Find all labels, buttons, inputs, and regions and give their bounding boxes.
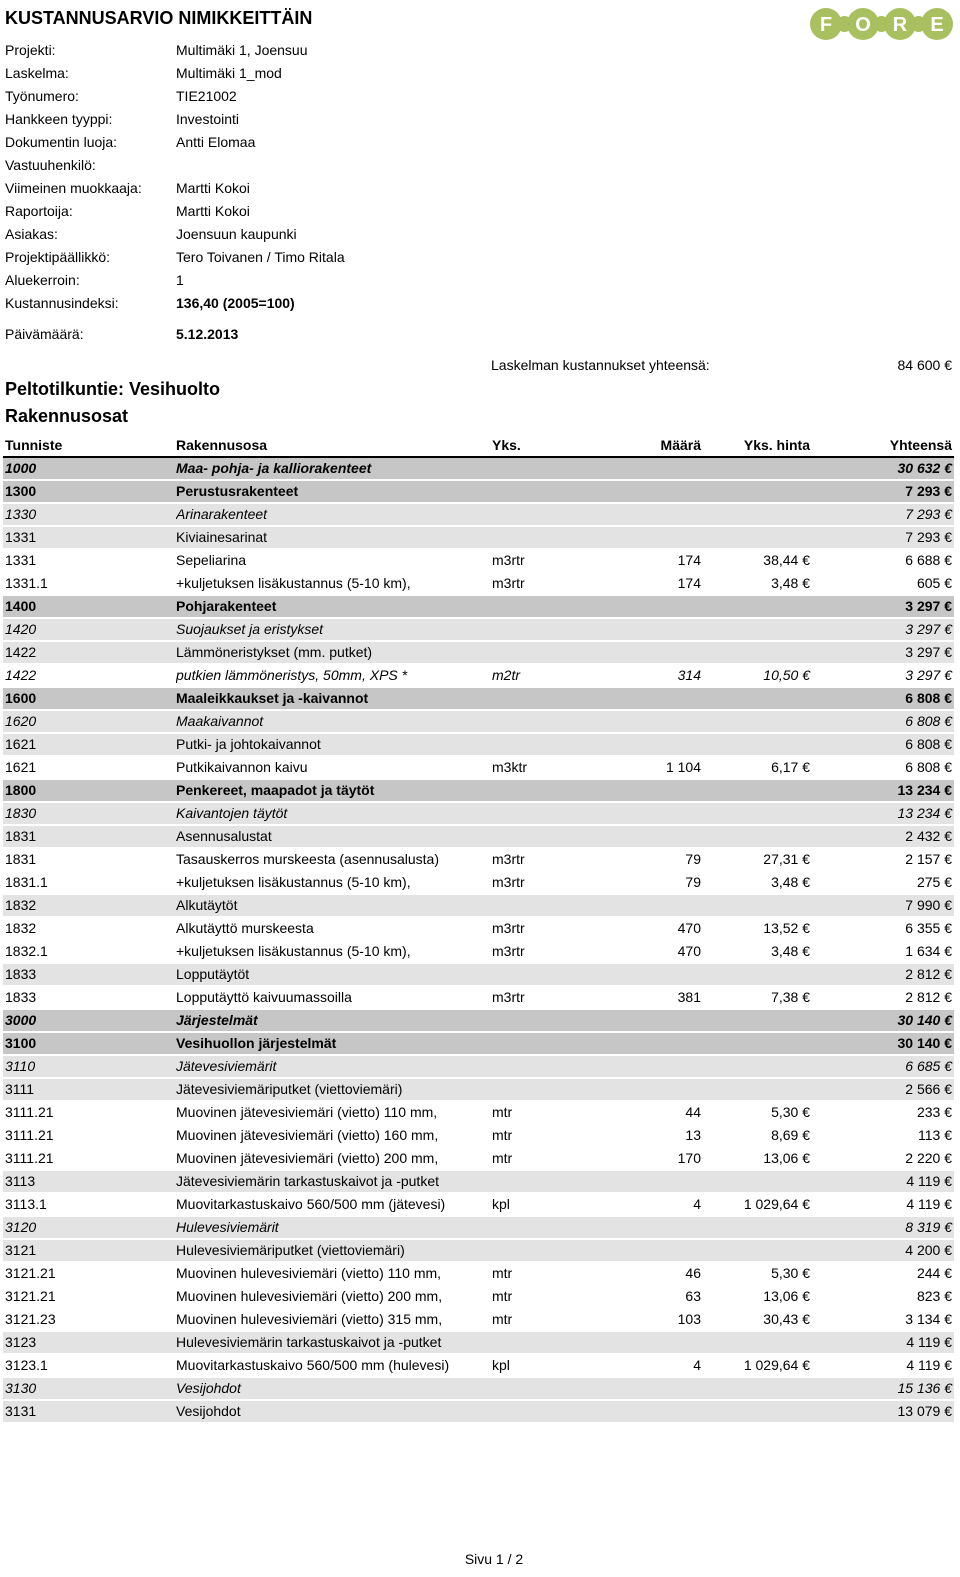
cell-name: Alkutäytöt xyxy=(176,897,238,913)
table-row xyxy=(3,665,954,688)
cost-summary-value: 84 600 € xyxy=(897,357,952,373)
cell-code: 1800 xyxy=(5,782,37,798)
cell-code: 1331.1 xyxy=(5,575,48,591)
table-row xyxy=(3,504,954,527)
cell-price: 13,06 € xyxy=(763,1150,810,1166)
table-row xyxy=(3,803,954,826)
cell-name: Putki- ja johtokaivannot xyxy=(176,736,321,752)
cell-total: 2 812 € xyxy=(905,966,952,982)
cell-total: 2 432 € xyxy=(905,828,952,844)
table-row xyxy=(3,964,954,987)
cell-name: Muovinen jätevesiviemäri (vietto) 110 mm, xyxy=(176,1104,438,1120)
meta-value: 5.12.2013 xyxy=(176,326,239,342)
cell-code: 3111.21 xyxy=(5,1104,54,1120)
cell-unit: mtr xyxy=(492,1265,513,1281)
meta-value: Antti Elomaa xyxy=(176,134,256,150)
cell-total: 275 € xyxy=(916,874,952,890)
cell-code: 1422 xyxy=(5,667,37,683)
table-row xyxy=(3,1332,954,1355)
cell-code: 1831 xyxy=(5,851,37,867)
cell-total: 6 808 € xyxy=(905,690,952,706)
cell-code: 1620 xyxy=(5,713,37,729)
cell-code: 1000 xyxy=(5,460,37,476)
table-row xyxy=(3,458,954,481)
meta-key: Päivämäärä: xyxy=(5,326,84,342)
cell-name: Hulevesiviemärin tarkastuskaivot ja -putket xyxy=(176,1334,442,1350)
cell-price: 3,48 € xyxy=(771,943,810,959)
cell-code: 3000 xyxy=(5,1012,37,1028)
table-row xyxy=(3,941,954,964)
cell-code: 3123 xyxy=(5,1334,37,1350)
cost-summary-label: Laskelman kustannukset yhteensä: xyxy=(491,357,710,373)
logo-letter: F xyxy=(819,14,833,36)
cell-total: 7 293 € xyxy=(905,506,952,522)
cell-code: 1330 xyxy=(5,506,37,522)
table-row xyxy=(3,711,954,734)
table-row xyxy=(3,780,954,803)
meta-value: Investointi xyxy=(176,111,240,127)
meta-key: Vastuuhenkilö: xyxy=(5,157,96,173)
cell-total: 13 234 € xyxy=(897,782,952,798)
cost-summary xyxy=(491,354,952,376)
cell-price: 30,43 € xyxy=(763,1311,810,1327)
cell-code: 1832 xyxy=(5,920,37,936)
cell-total: 7 990 € xyxy=(905,897,952,913)
fore-logo xyxy=(808,6,956,42)
cell-price: 3,48 € xyxy=(771,575,810,591)
subsection-title: Rakennusosat xyxy=(5,406,129,426)
cell-total: 2 157 € xyxy=(905,851,952,867)
column-header-qty: Määrä xyxy=(660,437,701,453)
table-row xyxy=(3,872,954,895)
cell-price: 10,50 € xyxy=(763,667,810,683)
cell-unit: mtr xyxy=(492,1127,513,1143)
cell-total: 6 355 € xyxy=(905,920,952,936)
cell-total: 605 € xyxy=(916,575,952,591)
cell-code: 1833 xyxy=(5,989,37,1005)
column-header-price: Yks. hinta xyxy=(743,437,810,453)
cell-code: 3121.23 xyxy=(5,1311,56,1327)
table-row xyxy=(3,1217,954,1240)
cell-code: 1331 xyxy=(5,552,37,568)
page-number: Sivu 1 / 2 xyxy=(464,1551,524,1567)
meta-value: Martti Kokoi xyxy=(176,180,250,196)
cell-code: 3111 xyxy=(5,1081,35,1097)
cell-total: 4 119 € xyxy=(906,1196,952,1212)
cell-qty: 1 104 xyxy=(665,759,701,775)
cell-qty: 46 xyxy=(685,1265,701,1281)
cell-code: 3100 xyxy=(5,1035,37,1051)
cell-qty: 4 xyxy=(693,1196,701,1212)
cell-total: 3 297 € xyxy=(905,667,952,683)
meta-key: Asiakas: xyxy=(5,226,58,242)
cell-code: 3130 xyxy=(5,1380,37,1396)
table-row xyxy=(3,1240,954,1263)
cell-qty: 314 xyxy=(677,667,701,683)
cell-name: Hulevesiviemärit xyxy=(176,1219,279,1235)
cell-code: 1621 xyxy=(5,736,37,752)
table-row xyxy=(3,1378,954,1401)
cell-unit: mtr xyxy=(492,1311,513,1327)
meta-key: Dokumentin luoja: xyxy=(5,134,118,150)
cell-unit: m3rtr xyxy=(492,851,525,867)
cell-code: 3111.21 xyxy=(5,1127,54,1143)
cell-name: Suojaukset ja eristykset xyxy=(176,621,324,637)
cell-total: 13 234 € xyxy=(897,805,952,821)
table-row xyxy=(3,619,954,642)
table-body xyxy=(3,458,954,1424)
cell-name: Muovinen jätevesiviemäri (vietto) 160 mm, xyxy=(176,1127,439,1143)
cell-name: Vesihuollon järjestelmät xyxy=(176,1035,337,1051)
cell-price: 7,38 € xyxy=(771,989,810,1005)
cell-code: 3113.1 xyxy=(5,1196,47,1212)
meta-key: Hankkeen tyyppi: xyxy=(5,111,113,127)
cell-price: 5,30 € xyxy=(771,1265,810,1281)
cell-name: +kuljetuksen lisäkustannus (5-10 km), xyxy=(176,575,411,591)
cell-qty: 63 xyxy=(685,1288,701,1304)
cell-code: 3110 xyxy=(5,1058,36,1074)
cell-name: Alkutäyttö murskeesta xyxy=(176,920,314,936)
cell-name: Vesijohdot xyxy=(176,1403,241,1419)
cell-total: 244 € xyxy=(916,1265,952,1281)
cell-name: putkien lämmöneristys, 50mm, XPS * xyxy=(176,667,408,683)
table-row xyxy=(3,1401,954,1424)
logo-letter: E xyxy=(930,14,944,36)
cell-name: Kaivantojen täytöt xyxy=(176,805,288,821)
cell-code: 1830 xyxy=(5,805,37,821)
cell-total: 4 119 € xyxy=(906,1173,952,1189)
cell-price: 6,17 € xyxy=(771,759,810,775)
cell-qty: 381 xyxy=(677,989,701,1005)
cell-price: 8,69 € xyxy=(771,1127,810,1143)
cell-unit: mtr xyxy=(492,1104,513,1120)
cell-code: 3123.1 xyxy=(5,1357,48,1373)
cell-code: 1621 xyxy=(5,759,37,775)
cell-name: Maaleikkaukset ja -kaivannot xyxy=(176,690,369,706)
cell-code: 3120 xyxy=(5,1219,37,1235)
cell-code: 3111.21 xyxy=(5,1150,54,1166)
cell-qty: 103 xyxy=(677,1311,701,1327)
cell-code: 1832 xyxy=(5,897,37,913)
meta-value: Multimäki 1, Joensuu xyxy=(176,42,308,58)
cell-name: Muovinen hulevesiviemäri (vietto) 110 mm, xyxy=(176,1265,442,1281)
meta-key: Työnumero: xyxy=(5,88,79,104)
cell-total: 2 566 € xyxy=(905,1081,952,1097)
cell-code: 1300 xyxy=(5,483,37,499)
cell-name: Putkikaivannon kaivu xyxy=(176,759,308,775)
cell-name: Muovinen hulevesiviemäri (vietto) 315 mm, xyxy=(176,1311,443,1327)
cell-unit: m2tr xyxy=(492,667,520,683)
cell-code: 1400 xyxy=(5,598,37,614)
cell-total: 7 293 € xyxy=(905,529,952,545)
cell-unit: m3rtr xyxy=(492,552,525,568)
table-row xyxy=(3,1010,954,1033)
cell-code: 1831.1 xyxy=(5,874,48,890)
cell-price: 5,30 € xyxy=(771,1104,810,1120)
meta-key: Aluekerroin: xyxy=(5,272,80,288)
cell-name: Kiviainesarinat xyxy=(176,529,268,545)
cell-unit: mtr xyxy=(492,1150,513,1166)
cell-code: 1832.1 xyxy=(5,943,48,959)
cell-total: 2 220 € xyxy=(905,1150,952,1166)
cell-total: 1 634 € xyxy=(905,943,952,959)
cell-name: Asennusalustat xyxy=(176,828,272,844)
cell-price: 13,52 € xyxy=(763,920,810,936)
cell-unit: m3rtr xyxy=(492,874,525,890)
cell-name: Tasauskerros murskeesta (asennusalusta) xyxy=(176,851,440,867)
table-row xyxy=(3,1263,954,1286)
table-row xyxy=(3,1079,954,1102)
logo-letter: R xyxy=(892,14,908,36)
meta-value: Tero Toivanen / Timo Ritala xyxy=(176,249,345,265)
cell-unit: m3rtr xyxy=(492,989,525,1005)
cell-name: Muovitarkastuskaivo 560/500 mm (hulevesi) xyxy=(176,1357,450,1373)
cell-code: 1420 xyxy=(5,621,37,637)
cell-name: Hulevesiviemäriputket (viettoviemäri) xyxy=(176,1242,405,1258)
cell-total: 30 632 € xyxy=(897,460,952,476)
cell-qty: 79 xyxy=(685,874,701,890)
cell-total: 3 297 € xyxy=(905,621,952,637)
cell-name: Arinarakenteet xyxy=(176,506,268,522)
cell-total: 3 297 € xyxy=(905,644,952,660)
cell-price: 1 029,64 € xyxy=(743,1196,810,1212)
cell-name: Muovitarkastuskaivo 560/500 mm (jätevesi) xyxy=(176,1196,446,1212)
cell-total: 30 140 € xyxy=(897,1035,952,1051)
cell-qty: 13 xyxy=(685,1127,701,1143)
section-title: Peltotilkuntie: Vesihuolto xyxy=(5,379,221,399)
cell-price: 13,06 € xyxy=(763,1288,810,1304)
cell-total: 7 293 € xyxy=(905,483,952,499)
cell-name: +kuljetuksen lisäkustannus (5-10 km), xyxy=(176,874,411,890)
table-row xyxy=(3,1102,954,1125)
meta-value: 136,40 (2005=100) xyxy=(176,295,295,311)
cell-qty: 470 xyxy=(677,943,701,959)
cell-unit: kpl xyxy=(492,1357,510,1373)
cell-code: 3121.21 xyxy=(5,1265,56,1281)
table-row xyxy=(3,1286,954,1309)
meta-key: Kustannusindeksi: xyxy=(5,295,119,311)
cell-code: 3113 xyxy=(5,1173,36,1189)
cell-code: 3131 xyxy=(5,1403,37,1419)
cell-total: 6 688 € xyxy=(905,552,952,568)
cell-name: Muovinen jätevesiviemäri (vietto) 200 mm, xyxy=(176,1150,439,1166)
cell-name: Jätevesiviemärit xyxy=(176,1058,277,1074)
cell-name: Muovinen hulevesiviemäri (vietto) 200 mm, xyxy=(176,1288,443,1304)
cell-name: Lopputäyttö kaivuumassoilla xyxy=(176,989,352,1005)
cell-total: 6 808 € xyxy=(905,736,952,752)
column-header-unit: Yks. xyxy=(492,437,521,453)
column-header-name: Rakennusosa xyxy=(176,437,268,453)
cell-name: Perustusrakenteet xyxy=(176,483,299,499)
meta-value: Multimäki 1_mod xyxy=(176,65,282,81)
cell-name: Jätevesiviemäriputket (viettoviemäri) xyxy=(176,1081,403,1097)
table-row xyxy=(3,895,954,918)
table-row xyxy=(3,1355,954,1378)
cell-qty: 4 xyxy=(693,1357,701,1373)
table-row xyxy=(3,757,954,780)
cell-total: 8 319 € xyxy=(905,1219,952,1235)
column-header-total: Yhteensä xyxy=(889,437,952,453)
cell-total: 13 079 € xyxy=(897,1403,952,1419)
table-row xyxy=(3,826,954,849)
cell-total: 233 € xyxy=(916,1104,952,1120)
cell-qty: 470 xyxy=(677,920,701,936)
cell-code: 1833 xyxy=(5,966,37,982)
meta-value: TIE21002 xyxy=(176,88,237,104)
cell-total: 4 119 € xyxy=(906,1334,952,1350)
meta-key: Projektipäällikkö: xyxy=(5,249,111,265)
cell-name: Penkereet, maapadot ja täytöt xyxy=(176,782,375,798)
cell-total: 113 € xyxy=(918,1127,952,1143)
table-row xyxy=(3,550,954,573)
cell-price: 3,48 € xyxy=(771,874,810,890)
cell-name: Maakaivannot xyxy=(176,713,264,729)
table-row xyxy=(3,596,954,619)
cell-total: 6 808 € xyxy=(905,713,952,729)
cell-total: 15 136 € xyxy=(897,1380,952,1396)
meta-key: Laskelma: xyxy=(5,65,69,81)
cell-code: 1331 xyxy=(5,529,37,545)
cell-total: 30 140 € xyxy=(897,1012,952,1028)
cell-unit: m3ktr xyxy=(492,759,527,775)
cell-name: Vesijohdot xyxy=(176,1380,241,1396)
cell-unit: kpl xyxy=(492,1196,510,1212)
cost-table xyxy=(3,435,954,1424)
table-row xyxy=(3,1194,954,1217)
cell-price: 1 029,64 € xyxy=(743,1357,810,1373)
cell-code: 3121 xyxy=(5,1242,37,1258)
cell-total: 4 119 € xyxy=(906,1357,952,1373)
cell-total: 823 € xyxy=(916,1288,952,1304)
meta-key: Projekti: xyxy=(5,42,56,58)
cell-qty: 79 xyxy=(685,851,701,867)
cell-total: 6 808 € xyxy=(905,759,952,775)
table-row xyxy=(3,688,954,711)
cell-total: 4 200 € xyxy=(905,1242,952,1258)
cell-name: Maa- pohja- ja kalliorakenteet xyxy=(176,460,372,476)
table-row xyxy=(3,1056,954,1079)
cell-code: 1422 xyxy=(5,644,37,660)
table-row xyxy=(3,1148,954,1171)
logo-letter: O xyxy=(855,14,871,36)
cell-code: 1600 xyxy=(5,690,37,706)
table-row xyxy=(3,642,954,665)
meta-value: 1 xyxy=(176,272,184,288)
table-row xyxy=(3,1033,954,1056)
table-row xyxy=(3,573,954,596)
meta-key: Viimeinen muokkaaja: xyxy=(5,180,142,196)
table-row xyxy=(3,1125,954,1148)
cell-name: Järjestelmät xyxy=(176,1012,258,1028)
table-row xyxy=(3,849,954,872)
cell-code: 1831 xyxy=(5,828,37,844)
cell-price: 27,31 € xyxy=(763,851,810,867)
cell-code: 3121.21 xyxy=(5,1288,56,1304)
meta-value: Martti Kokoi xyxy=(176,203,250,219)
cell-name: Jätevesiviemärin tarkastuskaivot ja -putket xyxy=(176,1173,439,1189)
cell-unit: m3rtr xyxy=(492,575,525,591)
cell-name: Lopputäytöt xyxy=(176,966,250,982)
cell-qty: 174 xyxy=(677,552,701,568)
cell-qty: 170 xyxy=(677,1150,701,1166)
cell-name: +kuljetuksen lisäkustannus (5-10 km), xyxy=(176,943,411,959)
cell-total: 3 297 € xyxy=(905,598,952,614)
cell-name: Pohjarakenteet xyxy=(176,598,277,614)
column-header-code: Tunniste xyxy=(5,437,63,453)
cell-qty: 44 xyxy=(685,1104,701,1120)
cell-unit: m3rtr xyxy=(492,943,525,959)
table-row xyxy=(3,987,954,1010)
table-row xyxy=(3,734,954,757)
table-row xyxy=(3,481,954,504)
cell-unit: m3rtr xyxy=(492,920,525,936)
cell-qty: 174 xyxy=(677,575,701,591)
report-title: KUSTANNUSARVIO NIMIKKEITTÄIN xyxy=(5,8,313,28)
cell-total: 2 812 € xyxy=(905,989,952,1005)
table-row xyxy=(3,1171,954,1194)
meta-value: Joensuun kaupunki xyxy=(176,226,297,242)
cell-name: Sepeliarina xyxy=(176,552,247,568)
table-header xyxy=(3,435,954,458)
table-row xyxy=(3,918,954,941)
cell-price: 38,44 € xyxy=(763,552,810,568)
cell-total: 6 685 € xyxy=(905,1058,952,1074)
cell-total: 3 134 € xyxy=(905,1311,952,1327)
cell-name: Lämmöneristykset (mm. putket) xyxy=(176,644,373,660)
cell-unit: mtr xyxy=(492,1288,513,1304)
table-row xyxy=(3,527,954,550)
table-row xyxy=(3,1309,954,1332)
meta-key: Raportoija: xyxy=(5,203,73,219)
